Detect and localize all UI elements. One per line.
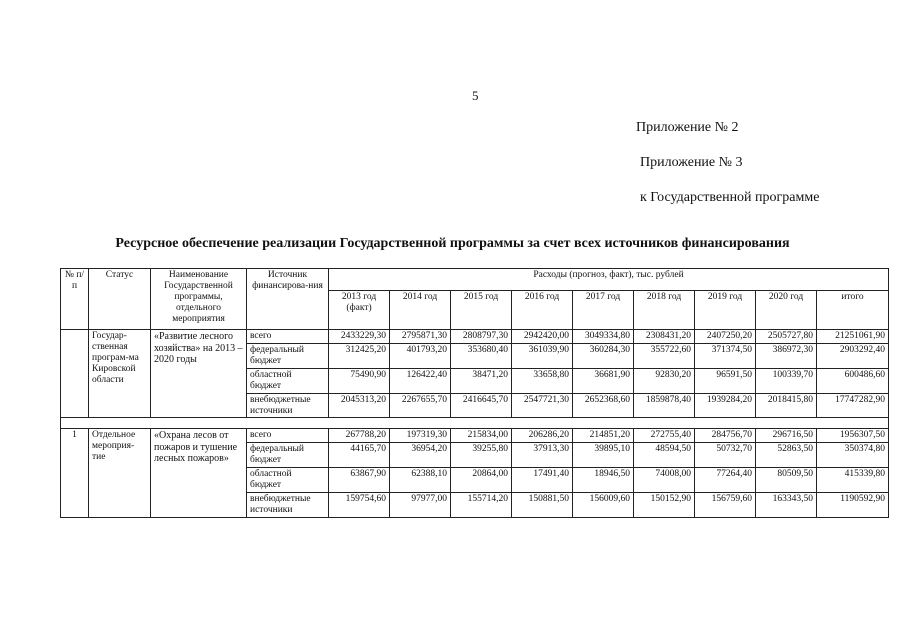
header-year: 2013 год (факт) bbox=[329, 290, 390, 329]
cell-value: 80509,50 bbox=[756, 468, 817, 493]
cell-value: 44165,70 bbox=[329, 443, 390, 468]
header-source: Источник финансирова-ния bbox=[247, 269, 329, 330]
header-year: 2019 год bbox=[695, 290, 756, 329]
cell-value: 361039,90 bbox=[512, 343, 573, 368]
cell-value: 63867,90 bbox=[329, 468, 390, 493]
cell-value: 371374,50 bbox=[695, 343, 756, 368]
cell-value: 360284,30 bbox=[573, 343, 634, 368]
cell-value: 1859878,40 bbox=[634, 393, 695, 418]
cell-total: 1956307,50 bbox=[817, 429, 889, 443]
cell-value: 401793,20 bbox=[390, 343, 451, 368]
table-row bbox=[61, 429, 889, 443]
cell-value: 38471,20 bbox=[451, 368, 512, 393]
row-num: 1 bbox=[61, 429, 89, 517]
cell-value: 284756,70 bbox=[695, 429, 756, 443]
cell-value: 33658,80 bbox=[512, 368, 573, 393]
cell-value: 39255,80 bbox=[451, 443, 512, 468]
cell-value: 75490,90 bbox=[329, 368, 390, 393]
cell-value: 156009,60 bbox=[573, 493, 634, 518]
row-num bbox=[61, 330, 89, 418]
cell-value: 156759,60 bbox=[695, 493, 756, 518]
row-source: внебюджетные источники bbox=[247, 393, 329, 418]
cell-value: 163343,50 bbox=[756, 493, 817, 518]
row-source: федеральный бюджет bbox=[247, 343, 329, 368]
cell-value: 36681,90 bbox=[573, 368, 634, 393]
cell-value: 2433229,30 bbox=[329, 330, 390, 344]
row-source: всего bbox=[247, 330, 329, 344]
cell-value: 272755,40 bbox=[634, 429, 695, 443]
cell-value: 267788,20 bbox=[329, 429, 390, 443]
cell-value: 48594,50 bbox=[634, 443, 695, 468]
row-status: Государ-ственная програм-ма Кировской области bbox=[89, 330, 151, 418]
row-source: областной бюджет bbox=[247, 368, 329, 393]
cell-value: 2652368,60 bbox=[573, 393, 634, 418]
cell-total: 1190592,90 bbox=[817, 493, 889, 518]
cell-value: 150152,90 bbox=[634, 493, 695, 518]
cell-value: 50732,70 bbox=[695, 443, 756, 468]
cell-value: 74008,00 bbox=[634, 468, 695, 493]
row-name: «Охрана лесов от пожаров и тушение лесных пожаров» bbox=[151, 429, 247, 517]
appendix-line-3: к Государственной программе bbox=[640, 190, 820, 205]
cell-value: 197319,30 bbox=[390, 429, 451, 443]
header-expenses: Расходы (прогноз, факт), тыс. рублей bbox=[329, 269, 889, 291]
header-year: 2018 год bbox=[634, 290, 695, 329]
cell-value: 126422,40 bbox=[390, 368, 451, 393]
header-year: 2016 год bbox=[512, 290, 573, 329]
cell-value: 52863,50 bbox=[756, 443, 817, 468]
cell-value: 37913,30 bbox=[512, 443, 573, 468]
cell-value: 2795871,30 bbox=[390, 330, 451, 344]
cell-total: 600486,60 bbox=[817, 368, 889, 393]
row-source: внебюджетные источники bbox=[247, 493, 329, 518]
row-source: всего bbox=[247, 429, 329, 443]
cell-value: 39895,10 bbox=[573, 443, 634, 468]
cell-value: 2308431,20 bbox=[634, 330, 695, 344]
cell-value: 2018415,80 bbox=[756, 393, 817, 418]
cell-value: 1939284,20 bbox=[695, 393, 756, 418]
row-name: «Развитие лесного хозяйства» на 2013 – 2020 годы bbox=[151, 330, 247, 418]
appendix-line-1: Приложение № 2 bbox=[636, 120, 739, 135]
cell-value: 97977,00 bbox=[390, 493, 451, 518]
cell-value: 77264,40 bbox=[695, 468, 756, 493]
header-num: № п/п bbox=[61, 269, 89, 330]
cell-value: 155714,20 bbox=[451, 493, 512, 518]
cell-value: 2505727,80 bbox=[756, 330, 817, 344]
cell-value: 2547721,30 bbox=[512, 393, 573, 418]
cell-value: 92830,20 bbox=[634, 368, 695, 393]
cell-value: 2942420,00 bbox=[512, 330, 573, 344]
cell-value: 353680,40 bbox=[451, 343, 512, 368]
header-row-1 bbox=[61, 269, 889, 291]
cell-total: 21251061,90 bbox=[817, 330, 889, 344]
cell-value: 214851,20 bbox=[573, 429, 634, 443]
cell-total: 17747282,90 bbox=[817, 393, 889, 418]
cell-total: 350374,80 bbox=[817, 443, 889, 468]
row-source: областной бюджет bbox=[247, 468, 329, 493]
header-status: Статус bbox=[89, 269, 151, 330]
cell-value: 312425,20 bbox=[329, 343, 390, 368]
cell-value: 18946,50 bbox=[573, 468, 634, 493]
cell-value: 2416645,70 bbox=[451, 393, 512, 418]
cell-value: 159754,60 bbox=[329, 493, 390, 518]
cell-value: 36954,20 bbox=[390, 443, 451, 468]
cell-value: 296716,50 bbox=[756, 429, 817, 443]
header-total: итого bbox=[817, 290, 889, 329]
header-year: 2014 год bbox=[390, 290, 451, 329]
cell-value: 386972,30 bbox=[756, 343, 817, 368]
header-name: Наименование Государственной программы, отдельного мероприятия bbox=[151, 269, 247, 330]
cell-value: 2045313,20 bbox=[329, 393, 390, 418]
cell-value: 17491,40 bbox=[512, 468, 573, 493]
resource-table bbox=[60, 268, 889, 518]
cell-value: 150881,50 bbox=[512, 493, 573, 518]
header-year: 2017 год bbox=[573, 290, 634, 329]
cell-value: 355722,60 bbox=[634, 343, 695, 368]
cell-total: 415339,80 bbox=[817, 468, 889, 493]
document-title: Ресурсное обеспечение реализации Государственной программы за счет всех источников финансирования bbox=[115, 236, 790, 251]
header-year: 2015 год bbox=[451, 290, 512, 329]
cell-value: 96591,50 bbox=[695, 368, 756, 393]
table-row bbox=[61, 330, 889, 344]
cell-value: 62388,10 bbox=[390, 468, 451, 493]
cell-value: 2808797,30 bbox=[451, 330, 512, 344]
row-source: федеральный бюджет bbox=[247, 443, 329, 468]
page-number: 5 bbox=[472, 88, 479, 103]
header-year: 2020 год bbox=[756, 290, 817, 329]
cell-value: 215834,00 bbox=[451, 429, 512, 443]
cell-value: 2267655,70 bbox=[390, 393, 451, 418]
cell-value: 20864,00 bbox=[451, 468, 512, 493]
cell-value: 3049334,80 bbox=[573, 330, 634, 344]
cell-value: 100339,70 bbox=[756, 368, 817, 393]
appendix-line-2: Приложение № 3 bbox=[640, 155, 743, 170]
group-separator bbox=[61, 418, 889, 429]
cell-total: 2903292,40 bbox=[817, 343, 889, 368]
cell-value: 206286,20 bbox=[512, 429, 573, 443]
cell-value: 2407250,20 bbox=[695, 330, 756, 344]
row-status: Отдельное мероприя-тие bbox=[89, 429, 151, 517]
